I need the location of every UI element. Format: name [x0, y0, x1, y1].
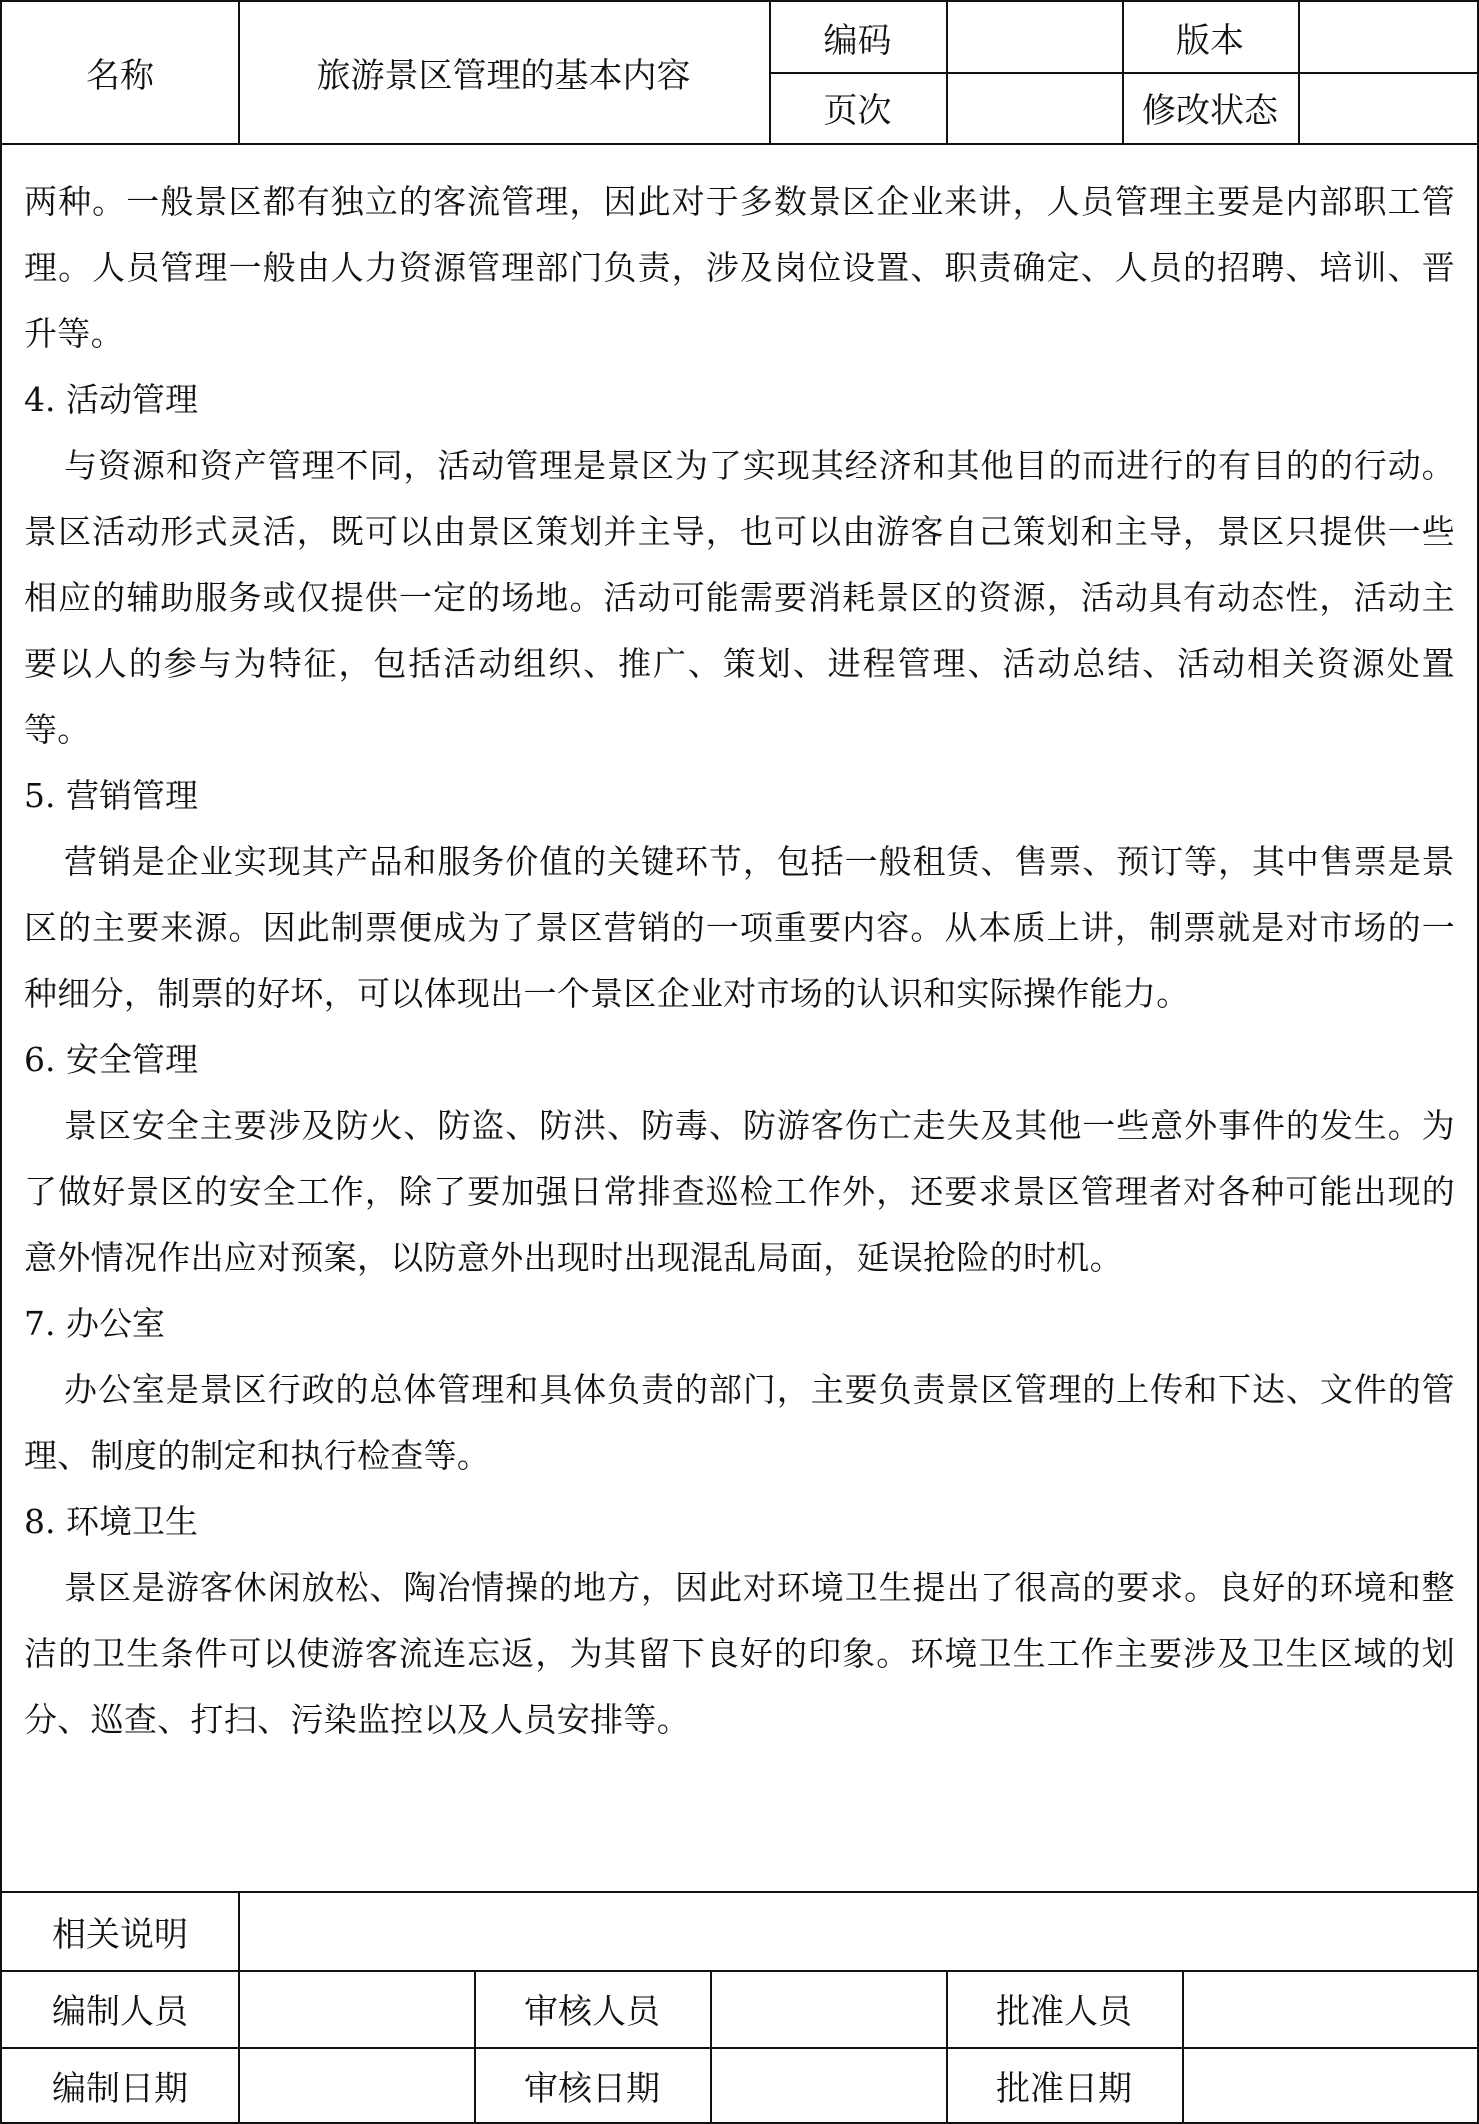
paragraph: 两种。一般景区都有独立的客流管理，因此对于多数景区企业来讲，人员管理主要是内部职工管理。人员管理一般由人力资源管理部门负责，涉及岗位设置、职责确定、人员的招聘、培训、晋升等。: [24, 182, 1455, 353]
name-label: 名称: [86, 56, 154, 96]
review-date-value: [710, 2047, 946, 2124]
paragraph: 办公室是景区行政的总体管理和具体负责的部门，主要负责景区管理的上传和下达、文件的管理、制度的制定和执行检查等。: [24, 1370, 1455, 1475]
version-label: 版本: [1176, 20, 1244, 61]
document-title: 旅游景区管理的基本内容: [316, 56, 691, 96]
edit-date-value: [238, 2047, 474, 2124]
approve-date-label: 批准日期: [996, 2069, 1132, 2109]
page-value: [946, 72, 1122, 143]
header-table: [2, 2, 1477, 145]
section-heading: 5. 营销管理: [24, 776, 198, 815]
paragraph: 景区安全主要涉及防火、防盗、防洪、防毒、防游客伤亡走失及其他一些意外事件的发生。为了做好景区的安全工作，除了要加强日常排查巡检工作外，还要求景区管理者对各种可能出现的意外情况作出应对预案，以防意外出现时出现混乱局面，延误抢险的时机。: [24, 1106, 1455, 1277]
section-heading: 6. 安全管理: [24, 1040, 198, 1079]
notes-value: [238, 1893, 1477, 1970]
page-label: 页次: [823, 91, 892, 131]
approver-label: 批准人员: [996, 1992, 1132, 2032]
code-label: 编码: [823, 20, 892, 61]
paragraph: 营销是企业实现其产品和服务价值的关键环节，包括一般租赁、售票、预订等，其中售票是景区的主要来源。因此制票便成为了景区营销的一项重要内容。从本质上讲，制票就是对市场的一种细分，制票的好坏，可以体现出一个景区企业对市场的认识和实际操作能力。: [24, 842, 1455, 1013]
document-body: [2, 145, 1477, 1891]
paragraph: 与资源和资产管理不同，活动管理是景区为了实现其经济和其他目的而进行的有目的的行动。景区活动形式灵活，既可以由景区策划并主导，也可以由游客自己策划和主导，景区只提供一些相应的辅助服务或仅提供一定的场地。活动可能需要消耗景区的资源，活动具有动态性，活动主要以人的参与为特征，包括活动组织、推广、策划、进程管理、活动总结、活动相关资源处置等。: [24, 446, 1455, 749]
revision-value: [1298, 72, 1477, 143]
notes-label: 相关说明: [52, 1915, 188, 1955]
review-date-label: 审核日期: [524, 2069, 660, 2109]
paragraph: 景区是游客休闲放松、陶冶情操的地方，因此对环境卫生提出了很高的要求。良好的环境和整洁的卫生条件可以使游客流连忘返，为其留下良好的印象。环境卫生工作主要涉及卫生区域的划分、巡查、打扫、污染监控以及人员安排等。: [24, 1568, 1455, 1739]
footer-table: [2, 1891, 1477, 2124]
editor-label: 编制人员: [52, 1992, 188, 2032]
reviewer-label: 审核人员: [524, 1992, 660, 2032]
version-value: [1298, 2, 1477, 72]
approver-value: [1182, 1970, 1477, 2047]
edit-date-label: 编制日期: [52, 2069, 188, 2109]
code-value: [946, 2, 1122, 72]
section-heading: 4. 活动管理: [24, 380, 198, 419]
approve-date-value: [1182, 2047, 1477, 2124]
editor-value: [238, 1970, 474, 2047]
reviewer-value: [710, 1970, 946, 2047]
section-heading: 7. 办公室: [24, 1304, 165, 1343]
revision-label: 修改状态: [1142, 91, 1278, 131]
section-heading: 8. 环境卫生: [24, 1502, 198, 1541]
